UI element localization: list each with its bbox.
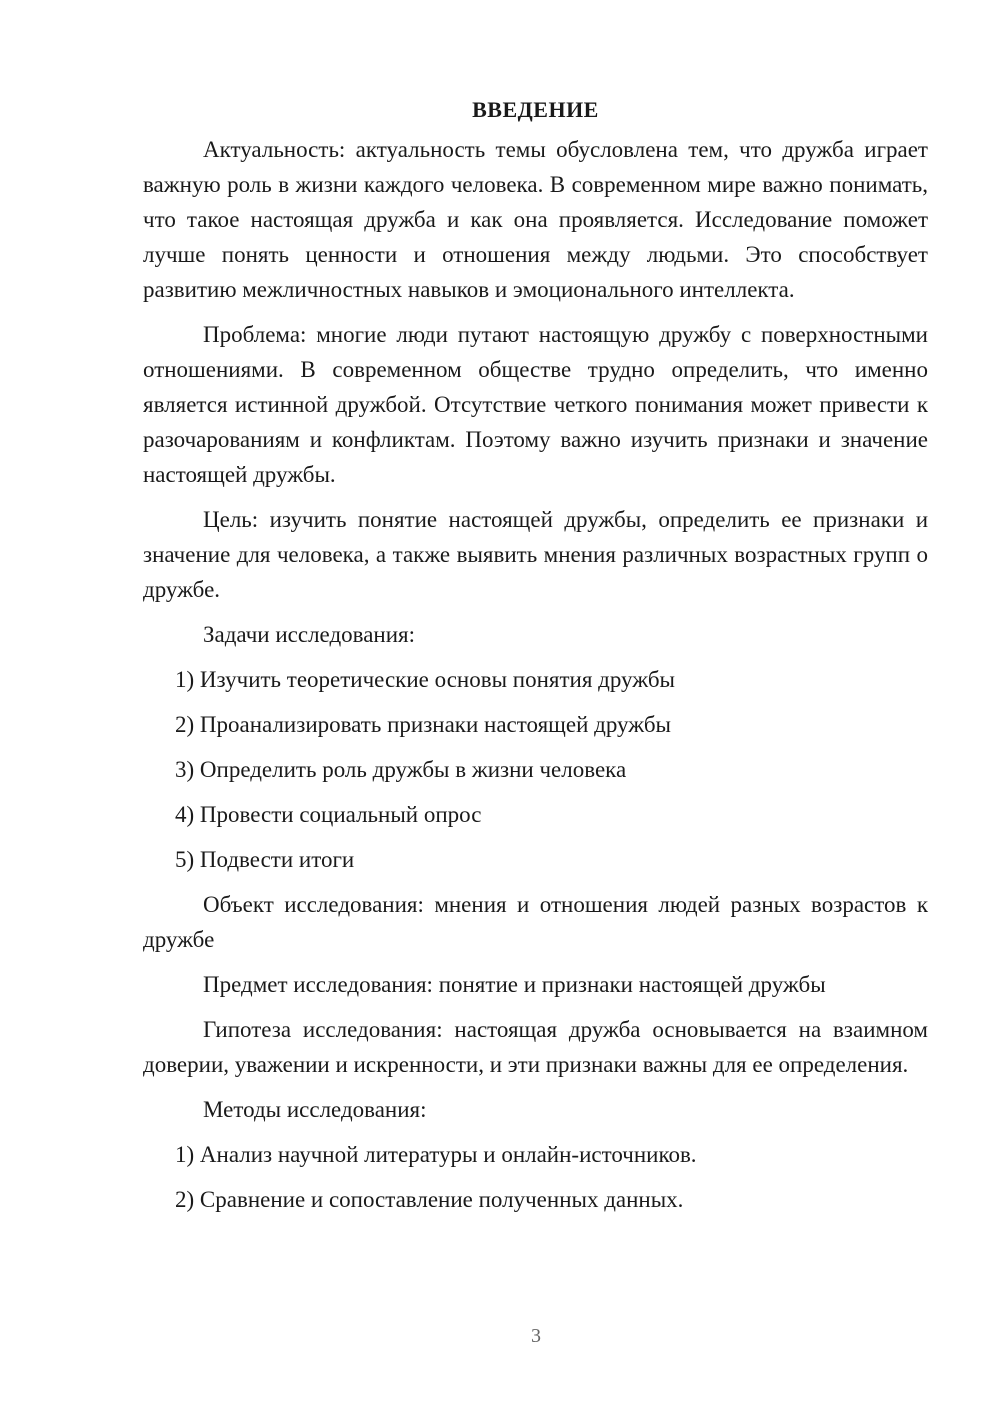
task-item-1: 1) Изучить теоретические основы понятия дружбы (175, 667, 675, 692)
section-title: ВВЕДЕНИЕ (472, 97, 599, 122)
page-number: 3 (531, 1325, 541, 1347)
task-item-4: 4) Провести социальный опрос (175, 802, 482, 827)
task-item-3: 3) Определить роль дружбы в жизни человека (175, 757, 627, 782)
method-item-1: 1) Анализ научной литературы и онлайн-источников. (175, 1142, 697, 1167)
paragraph-subject: Предмет исследования: понятие и признаки настоящей дружбы (203, 972, 826, 997)
method-item-2: 2) Сравнение и сопоставление полученных данных. (175, 1187, 684, 1212)
page-content (143, 88, 928, 1227)
paragraph-problem: Проблема: многие люди путают настоящую дружбу с поверхностными отношениями. В современном обществе трудно определить, что именно является истинной дружбой. Отсутствие четкого понимания может привести к разочарованиям и конфликтам. Поэтому важно изучить признаки и значение настоящей дружбы. (143, 322, 928, 487)
methods-heading: Методы исследования: (203, 1097, 427, 1122)
task-item-5: 5) Подвести итоги (175, 847, 355, 872)
paragraph-object: Объект исследования: мнения и отношения людей разных возрастов к дружбе (143, 892, 928, 952)
paragraph-goal: Цель: изучить понятие настоящей дружбы, определить ее признаки и значение для человека, а также выявить мнения различных возрастных групп о дружбе. (143, 507, 928, 602)
paragraph-relevance: Актуальность: актуальность темы обусловлена тем, что дружба играет важную роль в жизни каждого человека. В современном мире важно понимать, что такое настоящая дружба и как она проявляется. Исследование поможет лучше понять ценности и отношения между людьми. Это способствует развитию межличностных навыков и эмоционального интеллекта. (143, 137, 928, 302)
task-item-2: 2) Проанализировать признаки настоящей дружбы (175, 712, 671, 737)
paragraph-hypothesis: Гипотеза исследования: настоящая дружба основывается на взаимном доверии, уважении и искренности, и эти признаки важны для ее определения. (143, 1017, 928, 1077)
tasks-heading: Задачи исследования: (203, 622, 416, 647)
